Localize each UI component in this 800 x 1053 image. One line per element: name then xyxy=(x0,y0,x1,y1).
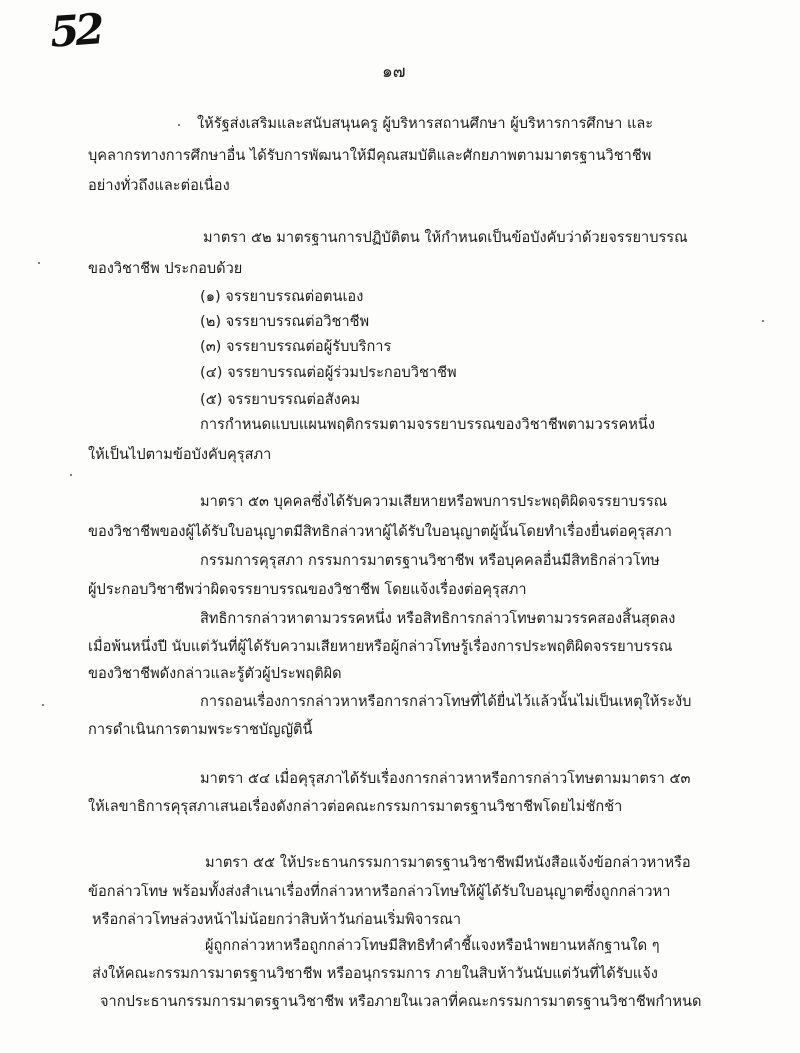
section-55-heading-line: มาตรา ๕๕ ให้ประธานกรรมการมาตรฐานวิชาชีพมีหนังสือแจ้งข้อกล่าวหาหรือ xyxy=(205,854,691,871)
section-52-item-5: (๕) จรรยาบรรณต่อสังคม xyxy=(200,391,361,408)
section-53-p4-line-1: การถอนเรื่องการกล่าวหาหรือการกล่าวโทษที่ได้ยื่นไว้แล้วนั้นไม่เป็นเหตุให้ระงับ xyxy=(200,693,692,710)
section-53-p4-line-2: การดำเนินการตามพระราชบัญญัตินี้ xyxy=(88,721,313,738)
scan-speck xyxy=(38,262,40,264)
section-52-item-2: (๒) จรรยาบรรณต่อวิชาชีพ xyxy=(200,313,370,330)
section-52-item-1: (๑) จรรยาบรรณต่อตนเอง xyxy=(200,288,364,305)
section-53-p3-line-1: สิทธิการกล่าวหาตามวรรคหนึ่ง หรือสิทธิการกล่าวโทษตามวรรคสองสิ้นสุดลง xyxy=(200,610,676,627)
section-55-p2-line-1: ผู้ถูกกล่าวหาหรือถูกกล่าวโทษมีสิทธิทำคำชี้แจงหรือนำพยานหลักฐานใด ๆ xyxy=(205,937,660,954)
page-number: ๑๗ xyxy=(382,62,406,82)
intro-line-2: บุคลากรทางการศึกษาอื่น ได้รับการพัฒนาให้มีคุณสมบัติและศักยภาพตามมาตรฐานวิชาชีพ xyxy=(88,147,652,164)
section-52-line-2: ของวิชาชีพ ประกอบด้วย xyxy=(88,260,243,277)
section-52-closing-1: การกำหนดแบบแผนพฤติกรรมตามจรรยาบรรณของวิชาชีพตามวรรคหนึ่ง xyxy=(200,416,655,433)
section-52-item-3: (๓) จรรยาบรรณต่อผู้รับบริการ xyxy=(200,338,392,355)
scan-speck xyxy=(762,320,764,322)
section-53-p2-line-2: ผู้ประกอบวิชาชีพว่าผิดจรรยาบรรณของวิชาชีพ โดยแจ้งเรื่องต่อคุรุสภา xyxy=(88,581,527,598)
section-53-p3-line-2: เมื่อพ้นหนึ่งปี นับแต่วันที่ผู้ได้รับความเสียหายหรือผู้กล่าวโทษรู้เรื่องการประพฤติผิดจรรยาบรรณ xyxy=(88,638,673,655)
section-53-p2-line-1: กรรมการคุรุสภา กรรมการมาตรฐานวิชาชีพ หรือบุคคลอื่นมีสิทธิกล่าวโทษ xyxy=(200,552,660,569)
section-55-p1-line-3: หรือกล่าวโทษล่วงหน้าไม่น้อยกว่าสิบห้าวันก่อนเริ่มพิจารณา xyxy=(92,911,462,928)
section-55-p1-line-2: ข้อกล่าวโทษ พร้อมทั้งส่งสำเนาเรื่องที่กล่าวหาหรือกล่าวโทษให้ผู้ได้รับใบอนุญาตซึ่งถูกกล่าวหา xyxy=(88,883,671,900)
section-52-item-4: (๔) จรรยาบรรณต่อผู้ร่วมประกอบวิชาชีพ xyxy=(200,364,457,381)
scan-speck xyxy=(42,704,44,706)
intro-line-3: อย่างทั่วถึงและต่อเนื่อง xyxy=(88,177,230,194)
section-54-line-2: ให้เลขาธิการคุรุสภาเสนอเรื่องดังกล่าวต่อคณะกรรมการมาตรฐานวิชาชีพโดยไม่ชักช้า xyxy=(88,798,623,815)
section-52-closing-2: ให้เป็นไปตามข้อบังคับคุรุสภา xyxy=(88,446,272,463)
section-53-heading-line: มาตรา ๕๓ บุคคลซึ่งได้รับความเสียหายหรือพบการประพฤติผิดจรรยาบรรณ xyxy=(200,493,668,510)
scan-speck xyxy=(70,474,72,476)
handwritten-page-mark: 52 xyxy=(48,4,103,57)
scan-speck xyxy=(178,124,180,126)
section-55-p2-line-2: ส่งให้คณะกรรมการมาตรฐานวิชาชีพ หรืออนุกรรมการ ภายในสิบห้าวันนับแต่วันที่ได้รับแจ้ง xyxy=(92,965,658,982)
section-54-heading-line: มาตรา ๕๔ เมื่อคุรุสภาได้รับเรื่องการกล่าวหาหรือการกล่าวโทษตามมาตรา ๕๓ xyxy=(200,770,691,787)
section-53-p1-line-2: ของวิชาชีพของผู้ได้รับใบอนุญาตมีสิทธิกล่าวหาผู้ได้รับใบอนุญาตผู้นั้นโดยทำเรื่องยื่นต่อคุรุสภา xyxy=(88,523,672,540)
section-53-p3-line-3: ของวิชาชีพดังกล่าวและรู้ตัวผู้ประพฤติผิด xyxy=(88,665,342,682)
section-52-heading-line: มาตรา ๕๒ มาตรฐานการปฏิบัติตน ให้กำหนดเป็นข้อบังคับว่าด้วยจรรยาบรรณ xyxy=(203,229,688,246)
intro-line-1: ให้รัฐส่งเสริมและสนับสนุนครู ผู้บริหารสถานศึกษา ผู้บริหารการศึกษา และ xyxy=(197,115,654,132)
section-55-p2-line-3: จากประธานกรรมการมาตรฐานวิชาชีพ หรือภายในเวลาที่คณะกรรมการมาตรฐานวิชาชีพกำหนด xyxy=(100,993,702,1010)
